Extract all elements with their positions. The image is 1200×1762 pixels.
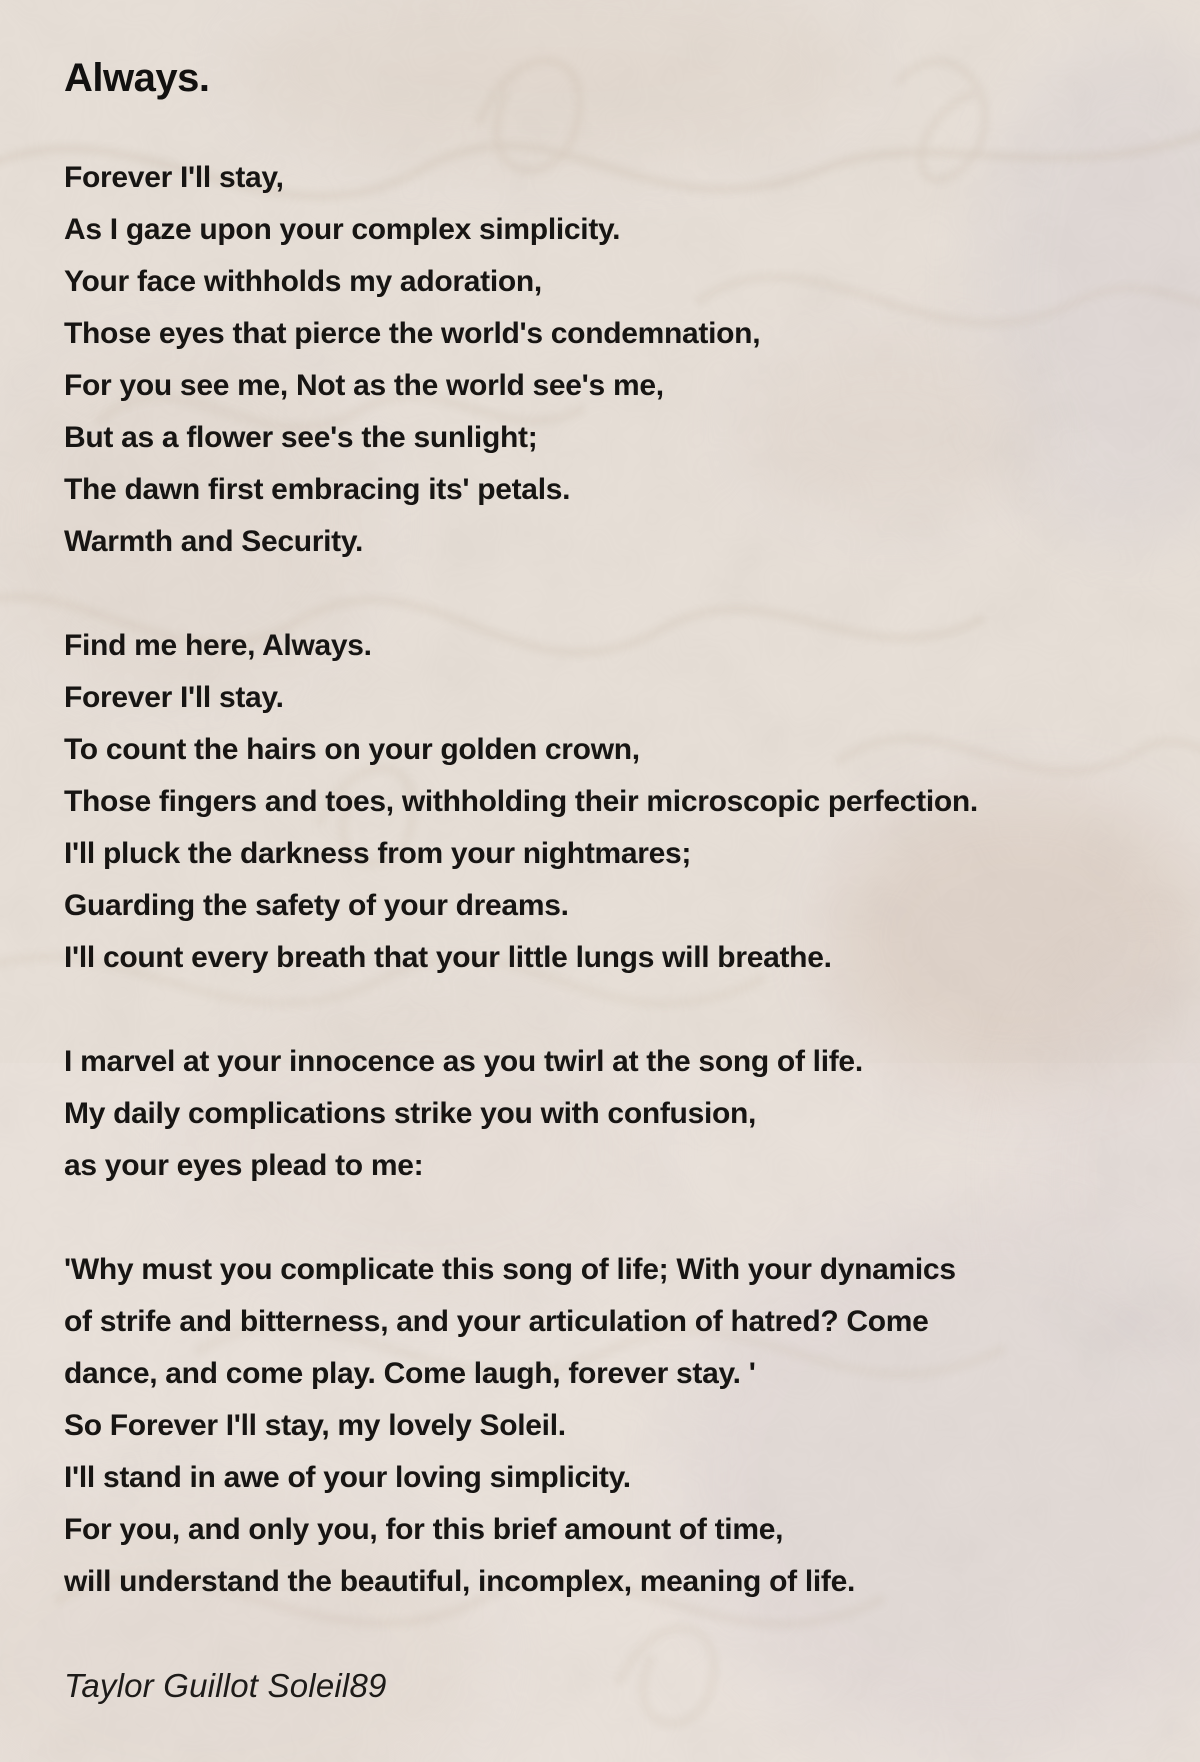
poem-line: I'll pluck the darkness from your nightmares;	[64, 837, 692, 870]
poem-line: The dawn first embracing its' petals.	[64, 473, 571, 506]
poem-line: But as a flower see's the sunlight;	[64, 421, 538, 454]
poem-body	[64, 152, 1170, 1608]
poem-line: My daily complications strike you with confusion,	[64, 1097, 757, 1130]
poem-line: Those eyes that pierce the world's condemnation,	[64, 317, 761, 350]
poem-line: dance, and come play. Come laugh, forever stay. '	[64, 1357, 756, 1390]
poem-line: Warmth and Security.	[64, 525, 364, 558]
stanza-4	[64, 1244, 1170, 1608]
stanza-2	[64, 620, 1170, 984]
poem-title: Always.	[64, 56, 210, 100]
poem-line: I'll stand in awe of your loving simplicity.	[64, 1461, 631, 1494]
poem-line: Those fingers and toes, withholding their microscopic perfection.	[64, 785, 978, 818]
poem-line: Find me here, Always.	[64, 629, 372, 662]
poem-line: So Forever I'll stay, my lovely Soleil.	[64, 1409, 566, 1442]
poem-line: as your eyes plead to me:	[64, 1149, 424, 1182]
poem-line: of strife and bitterness, and your articulation of hatred? Come	[64, 1305, 929, 1338]
poem-line: Your face withholds my adoration,	[64, 265, 542, 298]
stanza-1	[64, 152, 1170, 568]
poem-line: As I gaze upon your complex simplicity.	[64, 213, 621, 246]
poem-line: For you, and only you, for this brief amount of time,	[64, 1513, 784, 1546]
poem-line: Guarding the safety of your dreams.	[64, 889, 569, 922]
poem-line: I marvel at your innocence as you twirl at the song of life.	[64, 1045, 863, 1078]
poem-line: Forever I'll stay.	[64, 681, 284, 714]
poem-content	[64, 0, 1170, 1712]
poem-line: 'Why must you complicate this song of life; With your dynamics	[64, 1253, 956, 1286]
poem-line: I'll count every breath that your little lungs will breathe.	[64, 941, 832, 974]
poem-line: will understand the beautiful, incomplex, meaning of life.	[64, 1565, 856, 1598]
stanza-3	[64, 1036, 1170, 1192]
poem-line: For you see me, Not as the world see's me,	[64, 369, 664, 402]
poem-line: To count the hairs on your golden crown,	[64, 733, 640, 766]
poem-line: Forever I'll stay,	[64, 161, 284, 194]
poem-author-signature: Taylor Guillot Soleil89	[64, 1667, 387, 1704]
